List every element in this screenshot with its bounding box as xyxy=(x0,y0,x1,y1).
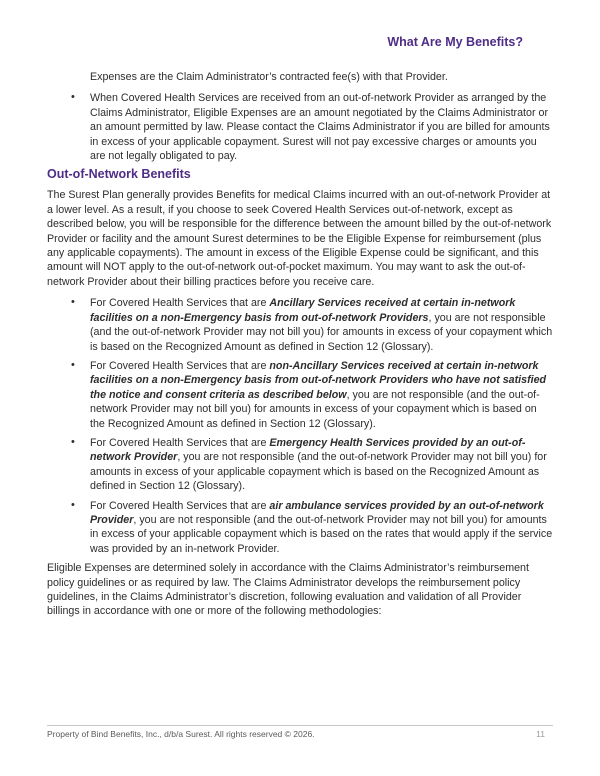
paragraph xyxy=(47,188,553,289)
bullet-marker-icon: • xyxy=(71,296,75,309)
document-body xyxy=(47,70,553,626)
running-header xyxy=(47,35,523,50)
emphasis-run: air ambulance services provided by an out-of-network Provider xyxy=(90,499,544,526)
text-run: , you are not responsible (and the out-of-network Provider may not bill you) for amounts in excess of your applicable copayment which is based on the Recognized Amount as defined in Section 12 (Glossary). xyxy=(90,451,547,493)
paragraph xyxy=(47,561,553,619)
text-run: , you are not responsible (and the out-of-network Provider may not bill you) for amounts in excess of your copayment which is based on the Recognized Amount as defined in Section 12 (Glossary). xyxy=(90,388,540,430)
bullet-marker-icon: • xyxy=(71,435,75,448)
text-run: Eligible Expenses are determined solely in accordance with the Claims Administrator’s reimbursement policy guidelines or as required by law. The Claims Administrator develops the reimbursement policy guidelines, in the Claims Administrator’s discretion, following evaluation and validation of all Provider billings in accordance with one or more of the following methodologies: xyxy=(47,562,529,618)
bullet-item xyxy=(47,436,553,494)
text-run: When Covered Health Services are received from an out-of-network Provider as arranged by the Claims Administrator, Eligible Expenses are an amount negotiated by the Claims Administrator or an amount permitted by law. Please contact the Claims Administrator if you are billed for amounts in excess of your applicable copayment. Surest will not pay excessive charges or amounts you are not legally obligated to pay. xyxy=(90,92,550,163)
header-title: What Are My Benefits? xyxy=(387,35,523,49)
text-run: , you are not responsible (and the out-of-network Provider may not bill you) for amounts in excess of your copayment which is based on the Recognized Amount as defined in Section 12 (Glossary). xyxy=(90,311,553,353)
text-run: , you are not responsible (and the out-of-network Provider may not bill you) for amounts in excess of your applicable copayment which is based on the rates that would apply if the service was provided by an in-network Provider. xyxy=(90,513,553,555)
text-run: For Covered Health Services that are xyxy=(90,499,270,512)
page-footer xyxy=(47,725,553,740)
text-run: For Covered Health Services that are xyxy=(90,297,270,310)
bullet-item xyxy=(47,296,553,354)
text-run: Expenses are the Claim Administrator’s contracted fee(s) with that Provider. xyxy=(90,71,448,83)
bullet-marker-icon: • xyxy=(71,498,75,511)
paragraph xyxy=(90,70,553,84)
section-heading: Out-of-Network Benefits xyxy=(47,167,191,182)
bullet-item xyxy=(47,359,553,431)
text-run: For Covered Health Services that are xyxy=(90,436,270,449)
footer-copyright: Property of Bind Benefits, Inc., d/b/a Surest. All rights reserved © 2026. xyxy=(47,729,315,739)
bullet-marker-icon: • xyxy=(71,358,75,371)
emphasis-run: Ancillary Services received at certain in-network facilities on a non-Emergency basis from out-of-network Providers xyxy=(90,297,516,324)
emphasis-run: non-Ancillary Services received at certain in-network facilities on a non-Emergency basis from out-of-network Providers who have not satisfied the notice and consent criteria as described below xyxy=(90,359,547,401)
text-run: For Covered Health Services that are xyxy=(90,359,270,372)
footer-page-number: 11 xyxy=(536,729,545,739)
bullet-marker-icon: • xyxy=(71,91,75,104)
bullet-item xyxy=(47,499,553,557)
text-run: The Surest Plan generally provides Benefits for medical Claims incurred with an out-of-network Provider at a lower level. As a result, if you choose to seek Covered Health Services out-of-network, except as described below, you will be responsible for the difference between the amount billed by the out-of-network Provider or facility and the amount Surest determines to be the Eligible Expense for reimbursement (plus any applicable copayments). The amount in excess of the Eligible Expense could be significant, and this amount will NOT apply to the out-of-network out-of-pocket maximum. You may want to ask the out-of-network Provider about their billing practices before you receive care. xyxy=(47,189,552,288)
emphasis-run: Emergency Health Services provided by an out-of-network Provider xyxy=(90,436,526,464)
bullet-item xyxy=(47,91,553,163)
